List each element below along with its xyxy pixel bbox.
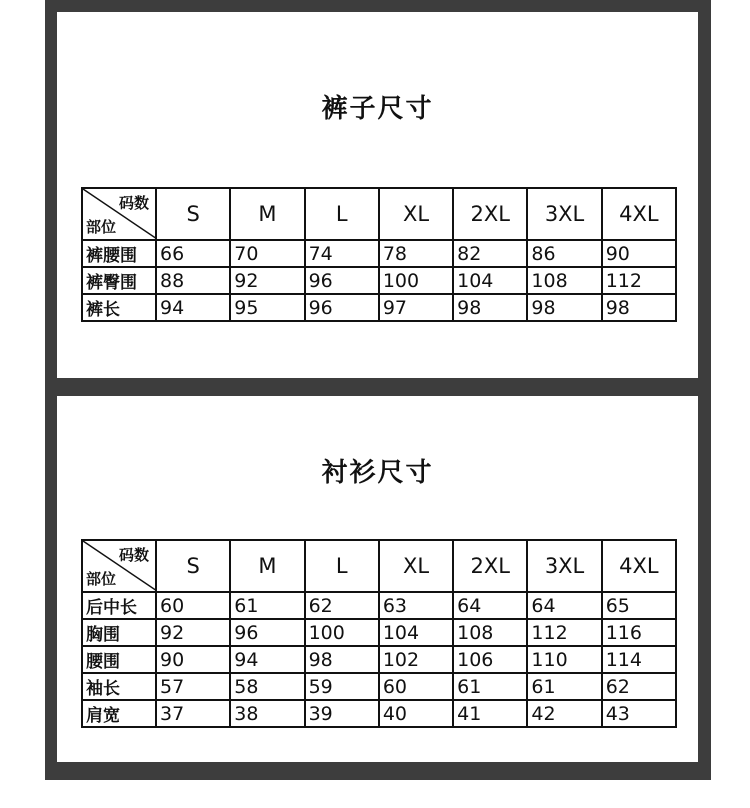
table-cell: 62 [305, 592, 379, 619]
corner-size-label: 码数 [118, 194, 149, 212]
table-cell: 70 [230, 240, 304, 267]
pants-corner-cell [82, 188, 156, 240]
table-cell: 61 [230, 592, 304, 619]
table-cell: 62 [602, 673, 676, 700]
shirt-header-row [82, 540, 676, 592]
table-row [82, 673, 676, 700]
size-header: L [305, 540, 379, 592]
table-row [82, 592, 676, 619]
pants-header-row [82, 188, 676, 240]
row-label: 裤臀围 [82, 267, 156, 294]
table-cell: 64 [453, 592, 527, 619]
table-cell: 90 [602, 240, 676, 267]
table-row [82, 240, 676, 267]
table-cell: 102 [379, 646, 453, 673]
size-header: M [230, 188, 304, 240]
size-header: 3XL [527, 188, 601, 240]
shirt-size-title: 衬衫尺寸 [321, 458, 434, 488]
shirt-size-panel [57, 396, 698, 762]
table-cell: 90 [156, 646, 230, 673]
table-cell: 92 [156, 619, 230, 646]
size-header: XL [379, 188, 453, 240]
table-cell: 108 [453, 619, 527, 646]
size-header: 2XL [453, 188, 527, 240]
table-cell: 86 [527, 240, 601, 267]
size-header: 4XL [602, 188, 676, 240]
pants-size-table [81, 187, 677, 322]
table-cell: 96 [305, 267, 379, 294]
table-cell: 58 [230, 673, 304, 700]
table-cell: 59 [305, 673, 379, 700]
table-row [82, 267, 676, 294]
table-cell: 74 [305, 240, 379, 267]
table-cell: 100 [305, 619, 379, 646]
table-cell: 61 [453, 673, 527, 700]
row-label: 胸围 [82, 619, 156, 646]
table-cell: 42 [527, 700, 601, 727]
table-cell: 106 [453, 646, 527, 673]
size-header: S [156, 540, 230, 592]
corner-part-label: 部位 [86, 218, 117, 236]
corner-size-label: 码数 [118, 546, 149, 564]
table-cell: 40 [379, 700, 453, 727]
table-cell: 112 [527, 619, 601, 646]
table-cell: 66 [156, 240, 230, 267]
table-cell: 41 [453, 700, 527, 727]
table-row [82, 646, 676, 673]
size-header: 4XL [602, 540, 676, 592]
row-label: 裤腰围 [82, 240, 156, 267]
table-row [82, 700, 676, 727]
row-label: 肩宽 [82, 700, 156, 727]
table-cell: 95 [230, 294, 304, 321]
table-cell: 96 [305, 294, 379, 321]
table-cell: 94 [230, 646, 304, 673]
table-cell: 104 [379, 619, 453, 646]
table-cell: 57 [156, 673, 230, 700]
row-label: 裤长 [82, 294, 156, 321]
size-header: L [305, 188, 379, 240]
size-header: 2XL [453, 540, 527, 592]
table-cell: 112 [602, 267, 676, 294]
table-cell: 104 [453, 267, 527, 294]
table-cell: 110 [527, 646, 601, 673]
table-cell: 116 [602, 619, 676, 646]
table-cell: 60 [379, 673, 453, 700]
shirt-corner-cell [82, 540, 156, 592]
table-cell: 114 [602, 646, 676, 673]
size-header: 3XL [527, 540, 601, 592]
table-cell: 94 [156, 294, 230, 321]
table-cell: 65 [602, 592, 676, 619]
table-cell: 98 [602, 294, 676, 321]
table-cell: 39 [305, 700, 379, 727]
table-cell: 82 [453, 240, 527, 267]
table-cell: 100 [379, 267, 453, 294]
pants-size-title: 裤子尺寸 [321, 94, 434, 124]
table-cell: 61 [527, 673, 601, 700]
table-cell: 60 [156, 592, 230, 619]
table-cell: 78 [379, 240, 453, 267]
corner-part-label: 部位 [86, 570, 117, 588]
row-label: 袖长 [82, 673, 156, 700]
row-label: 腰围 [82, 646, 156, 673]
shirt-size-table [81, 539, 677, 728]
table-cell: 98 [305, 646, 379, 673]
size-header: XL [379, 540, 453, 592]
table-cell: 88 [156, 267, 230, 294]
table-cell: 63 [379, 592, 453, 619]
table-cell: 96 [230, 619, 304, 646]
table-cell: 92 [230, 267, 304, 294]
row-label: 后中长 [82, 592, 156, 619]
table-cell: 37 [156, 700, 230, 727]
table-cell: 98 [453, 294, 527, 321]
table-cell: 64 [527, 592, 601, 619]
table-row [82, 619, 676, 646]
size-header: S [156, 188, 230, 240]
table-cell: 97 [379, 294, 453, 321]
size-header: M [230, 540, 304, 592]
table-cell: 38 [230, 700, 304, 727]
table-cell: 98 [527, 294, 601, 321]
table-cell: 108 [527, 267, 601, 294]
table-row [82, 294, 676, 321]
pants-size-panel [57, 12, 698, 378]
table-cell: 43 [602, 700, 676, 727]
